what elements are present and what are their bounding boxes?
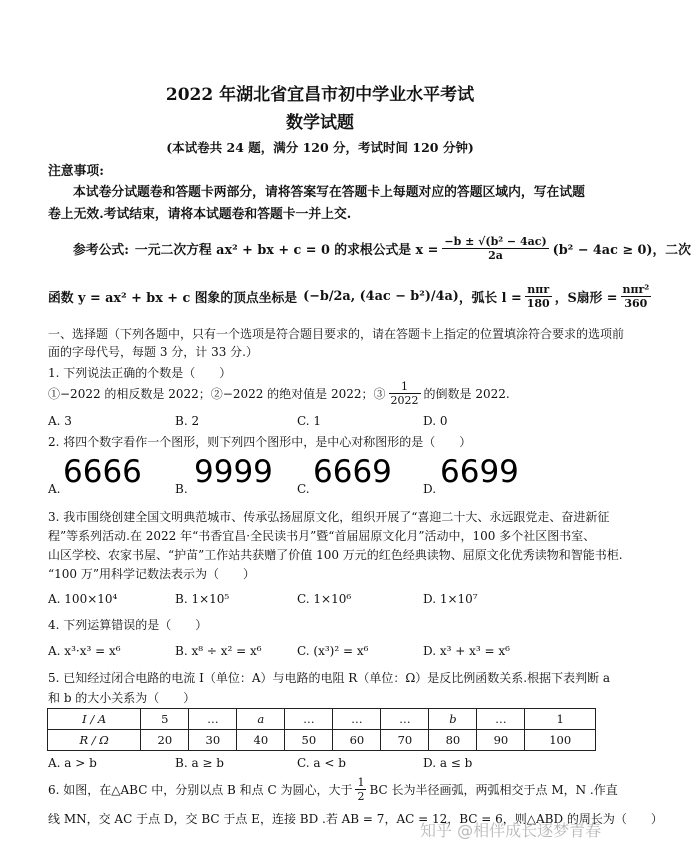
watermark: 知乎 @相伴成长逐梦青春 [420, 821, 602, 840]
q5-option-a: A. a > b [48, 756, 97, 770]
q1-fraction-numerator: 1 [389, 380, 421, 394]
q2-figure-c: 6669 [313, 454, 392, 490]
vertex-text: 函数 y = ax² + bx + c 图象的顶点坐标是 [48, 291, 298, 306]
table-cell: 60 [333, 730, 381, 751]
q3-line-1: 3. 我市围绕创建全国文明典范城市、传承弘扬屈原文化，组织开展了“喜迎二十大、永远跟党走、奋进新征 [48, 510, 610, 524]
vertex-coordinates: (−b/2a, (4ac − b²)/4a) [303, 289, 459, 304]
q4-option-a: A. x³·x³ = x⁶ [48, 644, 121, 658]
table-cell: 100 [525, 730, 596, 751]
q5-line-2: 和 b 的大小关系为（ ） [48, 691, 196, 705]
q6-fraction-denominator: 2 [357, 790, 365, 803]
q4-option-c: C. (x³)² = x⁶ [297, 644, 369, 658]
exam-info: (本试卷共 24 题，满分 120 分，考试时间 120 分钟) [166, 140, 474, 155]
exam-title: 2022 年湖北省宜昌市初中学业水平考试 [165, 85, 475, 105]
table-cell: … [477, 709, 525, 730]
table-cell: 1 [525, 709, 596, 730]
quadratic-root-fraction [442, 235, 548, 262]
formula-line-1 [73, 235, 691, 262]
q3-option-b: B. 1×10⁵ [175, 592, 230, 606]
q1-statements-text: ①−2022 的相反数是 2022；②−2022 的绝对值是 2022；③ [48, 387, 386, 401]
current-resistance-table [47, 708, 596, 751]
table-cell: … [189, 709, 237, 730]
q3-line-2: 程”等系列活动.在 2022 年“书香宜昌·全民读书月”暨“首届屈原文化月”活动中，100 多个社区图书室、 [48, 529, 596, 543]
q2-label-b: B. [175, 482, 188, 496]
q5-option-b: B. a ≥ b [175, 756, 224, 770]
q6-line-1 [48, 776, 618, 803]
section-1-line-2: 面的字母代号，每题 3 分，计 33 分.） [48, 345, 258, 359]
notice-line-1: 本试卷分试题卷和答题卡两部分，请将答案写在答题卡上每题对应的答题区域内，写在试题 [73, 185, 585, 200]
formula-line-2 [48, 283, 654, 310]
q6-line-1-text: 6. 如图，在△ABC 中，分别以点 B 和点 C 为圆心，大于 [48, 783, 353, 797]
q4-option-d: D. x³ + x³ = x⁶ [423, 644, 510, 658]
q5-option-c: C. a < b [297, 756, 346, 770]
table-cell: 20 [141, 730, 189, 751]
q2-label-a: A. [48, 482, 61, 496]
q3-line-4: “100 万”用科学记数法表示为（ ） [48, 567, 255, 581]
table-cell: … [381, 709, 429, 730]
table-row [48, 730, 596, 751]
q3-option-d: D. 1×10⁷ [423, 592, 478, 606]
section-1-line-1: 一、选择题（下列各题中，只有一个选项是符合题目要求的，请在答题卡上指定的位置填涂符合要求的选项前 [48, 327, 625, 341]
arc-length-denominator: 180 [526, 297, 550, 310]
formula-label: 参考公式: [73, 243, 129, 258]
arc-length-numerator: nπr [525, 283, 552, 297]
table-cell: 40 [237, 730, 285, 751]
q6-line-1-end: BC 长为半径画弧，两弧相交于点 M，N .作直 [369, 783, 618, 797]
q1-option-c: C. 1 [297, 414, 322, 428]
arc-length-fraction [525, 283, 552, 310]
table-cell: 80 [429, 730, 477, 751]
q3-line-3: 山区学校、农家书屋、“护苗”工作站共获赠了价值 100 万元的红色经典读物、屈原文化优秀读物和智能书柜. [48, 548, 623, 562]
q6-fraction-numerator: 1 [357, 776, 365, 789]
exam-subject: 数学试题 [286, 113, 354, 133]
q1-fraction-denominator: 2022 [390, 394, 419, 407]
table-row [48, 709, 596, 730]
table-cell: 70 [381, 730, 429, 751]
q1-statements-end: 的倒数是 2022. [423, 387, 510, 401]
table-cell: b [429, 709, 477, 730]
quadratic-formula-text: 一元二次方程 ax² + bx + c = 0 的求根公式是 x = [134, 243, 439, 258]
q1-option-d: D. 0 [423, 414, 448, 428]
q6-line-2: 线 MN，交 AC 于点 D，交 BC 于点 E，连接 BD .若 AB = 7，AC = 12，BC = 6，则△ABD 的周长为（ ） [48, 812, 663, 826]
q1-stem: 1. 下列说法正确的个数是（ ） [48, 366, 232, 380]
q2-figure-d: 6699 [440, 454, 519, 490]
q2-figure-a: 6666 [63, 454, 142, 490]
q2-stem: 2. 将四个数字看作一个图形，则下列四个图形中，是中心对称图形的是（ ） [48, 435, 472, 449]
sector-area-denominator: 360 [624, 297, 648, 310]
table-cell: 5 [141, 709, 189, 730]
table-cell: 90 [477, 730, 525, 751]
table-cell: R / Ω [48, 730, 141, 751]
q3-option-a: A. 100×10⁴ [48, 592, 118, 606]
q2-label-d: D. [423, 482, 437, 496]
q1-fraction [389, 380, 421, 407]
notice-line-2: 卷上无效.考试结束，请将本试题卷和答题卡一并上交. [48, 207, 352, 222]
q1-statements [48, 380, 510, 407]
sector-area-fraction [621, 283, 652, 310]
table-cell: … [333, 709, 381, 730]
q1-option-b: B. 2 [175, 414, 200, 428]
quadratic-root-denominator: 2a [488, 249, 503, 262]
q5-option-d: D. a ≤ b [423, 756, 473, 770]
quadratic-root-numerator: −b ± √(b² − 4ac) [444, 235, 547, 248]
q3-option-c: C. 1×10⁶ [297, 592, 352, 606]
q2-figure-b: 9999 [194, 454, 273, 490]
table-cell: 30 [189, 730, 237, 751]
q2-label-c: C. [297, 482, 310, 496]
sector-area-text: ，S扇形 = [554, 291, 618, 306]
table-cell: a [237, 709, 285, 730]
discriminant-condition: (b² − 4ac ≥ 0)，二次 [552, 243, 691, 258]
table-cell: 50 [285, 730, 333, 751]
arc-length-text: ，弧长 l = [458, 291, 522, 306]
q4-option-b: B. x⁸ ÷ x² = x⁶ [175, 644, 262, 658]
notice-heading: 注意事项: [48, 164, 104, 179]
q4-stem: 4. 下列运算错误的是（ ） [48, 618, 208, 632]
q5-line-1: 5. 已知经过闭合电路的电流 I（单位：A）与电路的电阻 R（单位：Ω）是反比例函数关系.根据下表判断 a [48, 671, 611, 685]
q1-option-a: A. 3 [48, 414, 72, 428]
table-cell: I / A [48, 709, 141, 730]
q6-fraction [355, 776, 366, 803]
sector-area-numerator: nπr² [622, 283, 650, 296]
table-cell: … [285, 709, 333, 730]
